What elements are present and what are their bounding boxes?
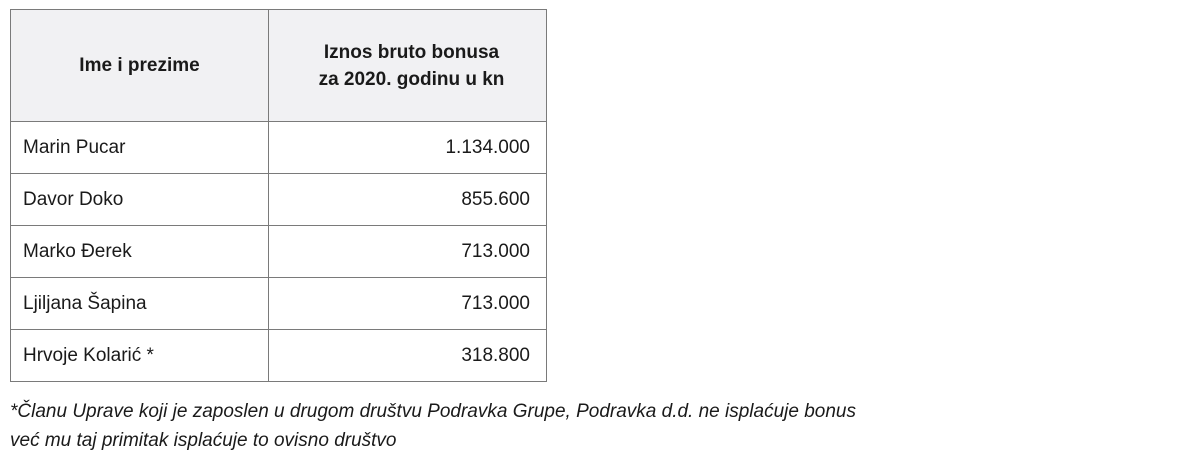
table-header (11, 10, 547, 122)
table-row (11, 122, 547, 174)
header-amount-line-2: za 2020. godinu u kn (318, 68, 505, 90)
header-name-line-1: Ime i prezime (79, 55, 200, 76)
cell-amount: 318.800 (269, 330, 547, 382)
footnote-line-1: *Članu Uprave koji je zaposlen u drugom društvu Podravka Grupe, Podravka d.d. ne isplaćuje bonus (10, 401, 856, 422)
header-row (11, 10, 547, 122)
table-row (11, 226, 547, 278)
cell-amount: 855.600 (269, 174, 547, 226)
table-body (11, 122, 547, 382)
cell-amount: 1.134.000 (269, 122, 547, 174)
cell-name: Hrvoje Kolarić * (11, 330, 269, 382)
cell-amount: 713.000 (269, 278, 547, 330)
cell-name: Marin Pucar (11, 122, 269, 174)
bonus-table (10, 9, 547, 382)
header-amount-line-1: Iznos bruto bonusa (323, 41, 500, 63)
footnote (10, 397, 1195, 455)
footnote-line-2: već mu taj primitak isplaćuje to ovisno društvo (10, 430, 397, 451)
header-name-column (11, 10, 269, 122)
cell-name: Marko Đerek (11, 226, 269, 278)
table-row (11, 174, 547, 226)
cell-name: Ljiljana Šapina (11, 278, 269, 330)
table-row (11, 330, 547, 382)
table-row (11, 278, 547, 330)
cell-amount: 713.000 (269, 226, 547, 278)
cell-name: Davor Doko (11, 174, 269, 226)
header-amount-column (269, 10, 547, 122)
